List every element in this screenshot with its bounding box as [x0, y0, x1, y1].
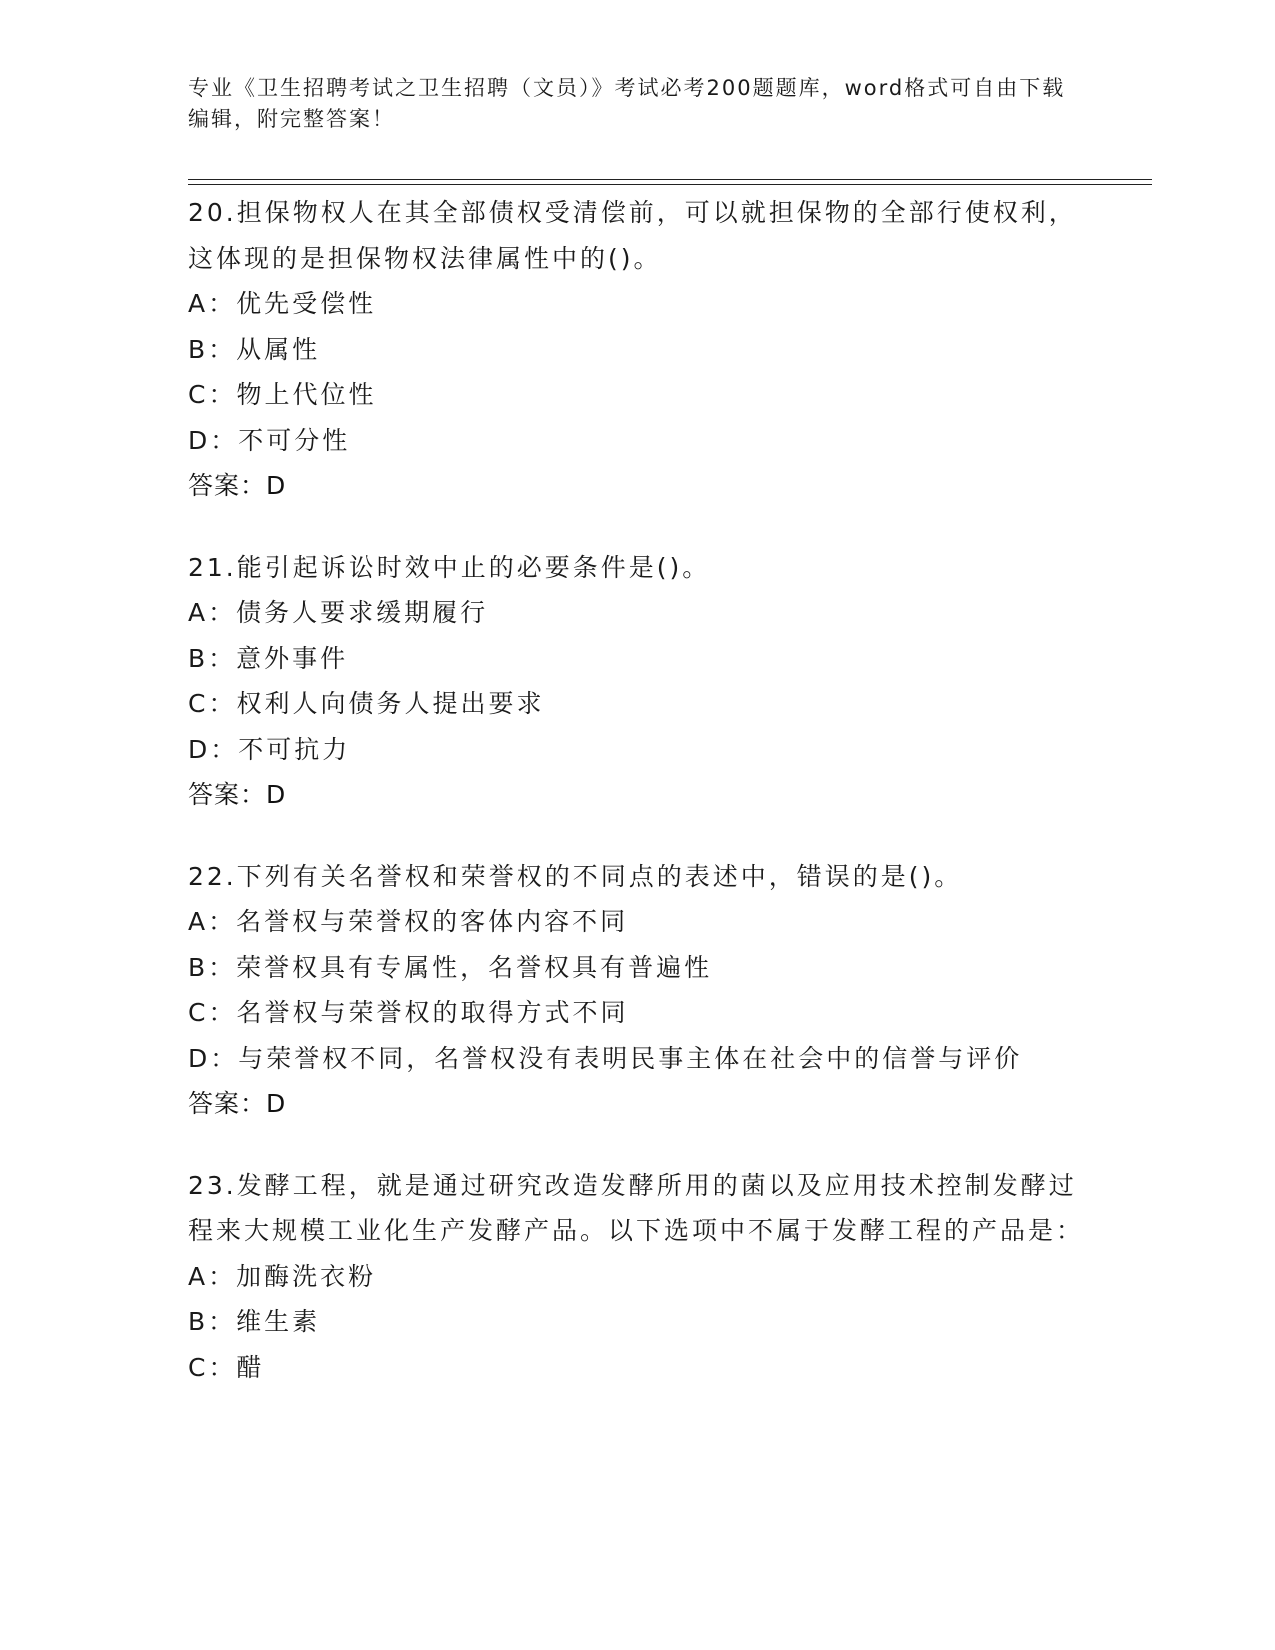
- header-divider-top: [188, 179, 1152, 180]
- option-c: C：权利人向债务人提出要求: [188, 689, 545, 718]
- option-c: C：醋: [188, 1352, 265, 1382]
- option-b: B：从属性: [188, 334, 321, 364]
- question-stem: 20.担保物权人在其全部债权受清偿前，可以就担保物的全部行使权利，这体现的是担保物权法律属性中的()。: [188, 198, 1077, 273]
- option-b: B：维生素: [188, 1307, 321, 1336]
- question-21: [188, 545, 1088, 818]
- option-a: A：加酶洗衣粉: [188, 1261, 377, 1291]
- option-a: A：债务人要求缓期履行: [188, 598, 489, 627]
- option-c: C：物上代位性: [188, 380, 377, 409]
- answer: 答案：D: [188, 780, 287, 809]
- question-20: [188, 190, 1088, 509]
- question-stem: 22.下列有关名誉权和荣誉权的不同点的表述中，错误的是()。: [188, 861, 963, 891]
- answer: 答案：D: [188, 471, 287, 500]
- option-c: C：名誉权与荣誉权的取得方式不同: [188, 998, 629, 1027]
- option-d: D：不可分性: [188, 425, 351, 455]
- question-stem: 21.能引起诉讼时效中止的必要条件是()。: [188, 552, 711, 582]
- option-d: D：不可抗力: [188, 734, 351, 764]
- question-22: [188, 854, 1088, 1127]
- document-header: 专业《卫生招聘考试之卫生招聘（文员）》考试必考200题题库，word格式可自由下载编辑，附完整答案！: [188, 76, 1066, 131]
- header-divider-bottom: [188, 184, 1152, 185]
- option-a: A：优先受偿性: [188, 289, 377, 318]
- answer: 答案：D: [188, 1089, 287, 1118]
- option-a: A：名誉权与荣誉权的客体内容不同: [188, 907, 629, 936]
- question-23: [188, 1163, 1088, 1391]
- question-stem: 23.发酵工程，就是通过研究改造发酵所用的菌以及应用技术控制发酵过程来大规模工业化生产发酵产品。以下选项中不属于发酵工程的产品是：: [188, 1170, 1085, 1245]
- option-b: B：意外事件: [188, 643, 349, 673]
- question-list: [188, 190, 1088, 1426]
- option-b: B：荣誉权具有专属性，名誉权具有普遍性: [188, 952, 713, 982]
- option-d: D：与荣誉权不同，名誉权没有表明民事主体在社会中的信誉与评价: [188, 1043, 1023, 1073]
